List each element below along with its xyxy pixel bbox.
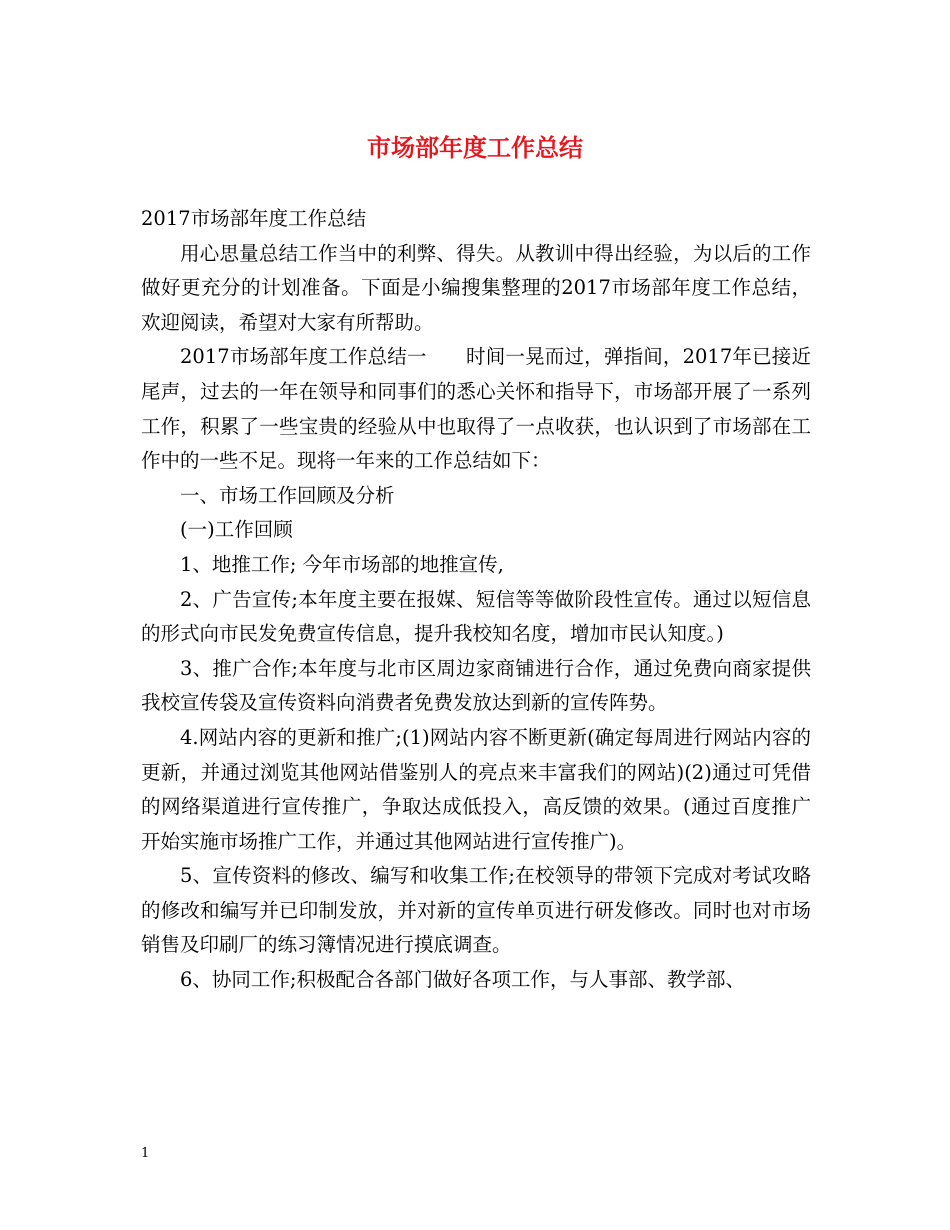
document-subtitle: 2017市场部年度工作总结 [141, 207, 367, 230]
item-cooperation: 3、推广合作;本年度与北市区周边家商铺进行合作，通过免费向商家提供我校宣传袋及宣传资料向消费者免费发放达到新的宣传阵势。 [141, 656, 811, 715]
document-title: 市场部年度工作总结 [367, 133, 583, 162]
document-body [141, 202, 811, 998]
item-collaboration: 6、协同工作;积极配合各部门做好各项工作，与人事部、教学部、 [180, 968, 745, 992]
item-ground-promotion: 1、地推工作; 今年市场部的地推宣传, [180, 552, 504, 576]
item-website: 4.网站内容的更新和推广;(1)网站内容不断更新(确定每周进行网站内容的更新，并通过浏览其他网站借鉴别人的亮点来丰富我们的网站)(2)通过可凭借的网络渠道进行宣传推广，争取达成低投入，高反馈的效果。(通过百度推广开始实施市场推广工作，并通过其他网站进行宣传推广)。 [141, 725, 811, 853]
heading-market-review: 一、市场工作回顾及分析 [180, 483, 395, 507]
page-number: 1 [141, 1146, 150, 1161]
heading-work-review: (一)工作回顾 [180, 518, 293, 542]
item-advertising: 2、广告宣传;本年度主要在报媒、短信等等做阶段性宣传。通过以短信息的形式向市民发免费宣传信息，提升我校知名度，增加市民认知度。) [141, 587, 811, 646]
item-materials: 5、宣传资料的修改、编写和收集工作;在校领导的带领下完成对考试攻略的修改和编写并已印制发放，并对新的宣传单页进行研发修改。同时也对市场销售及印刷厂的练习簿情况进行摸底调查。 [141, 864, 811, 957]
paragraph-intro: 用心思量总结工作当中的利弊、得失。从教训中得出经验，为以后的工作做好更充分的计划准备。下面是小编搜集整理的2017市场部年度工作总结，欢迎阅读，希望对大家有所帮助。 [141, 241, 811, 334]
paragraph-summary-one: 2017市场部年度工作总结一 时间一晃而过，弹指间，2017年已接近尾声，过去的一年在领导和同事们的悉心关怀和指导下，市场部开展了一系列工作，积累了一些宝贵的经验从中也取得了一点收获，也认识到了市场部在工作中的一些不足。现将一年来的工作总结如下： [141, 345, 811, 473]
